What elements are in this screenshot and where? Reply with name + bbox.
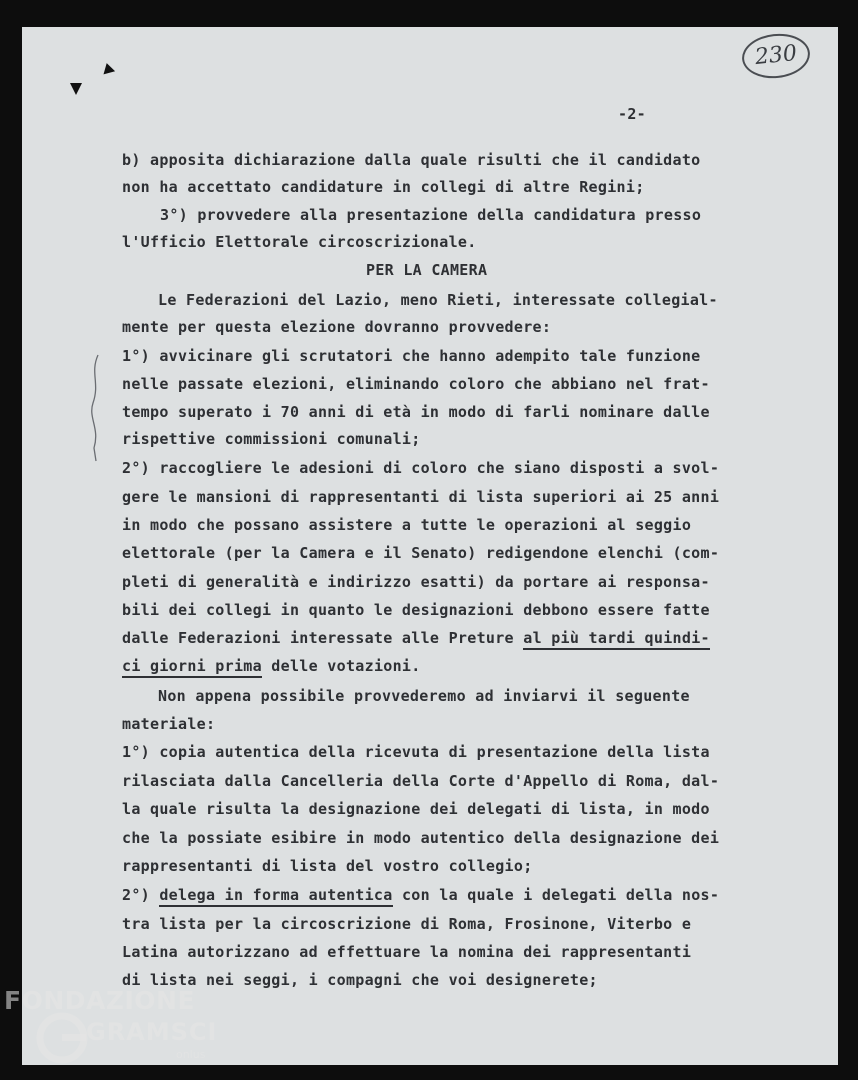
- text-line: 1°) avvicinare gli scrutatori che hanno adempito tale funzione: [122, 347, 701, 365]
- text-line: [122, 886, 719, 904]
- fondazione-gramsci-watermark: [4, 984, 224, 1074]
- text-line: la quale risulta la designazione dei delegati di lista, in modo: [122, 800, 710, 818]
- text-line: 2°) raccogliere le adesioni di coloro che siano disposti a svol-: [122, 459, 720, 477]
- text-line: mente per questa elezione dovranno provvedere:: [122, 318, 552, 336]
- text-line: [122, 629, 710, 647]
- text-line: di lista nei seggi, i compagni che voi designerete;: [122, 971, 598, 989]
- text-line: Non appena possibile provvederemo ad inviarvi il seguente: [158, 687, 690, 705]
- document-page: [22, 27, 838, 1065]
- text-line: tempo superato i 70 anni di età in modo di farli nominare dalle: [122, 403, 710, 421]
- text-line: nelle passate elezioni, eliminando coloro che abbiano nel frat-: [122, 375, 710, 393]
- watermark-title: FONDAZIONE: [4, 986, 196, 1015]
- text-line: in modo che possano assistere a tutte le operazioni al seggio: [122, 516, 692, 534]
- text-line: rispettive commissioni comunali;: [122, 430, 421, 448]
- text-line: l'Ufficio Elettorale circoscrizionale.: [122, 233, 477, 251]
- text-line: non ha accettato candidature in collegi di altre Regini;: [122, 178, 645, 196]
- text-line: Latina autorizzano ad effettuare la nomina dei rappresentanti: [122, 943, 692, 961]
- text-line: bili dei collegi in quanto le designazioni debbono essere fatte: [122, 601, 710, 619]
- watermark-subtitle: GRAMSCI: [86, 1018, 218, 1046]
- text-segment: 2°): [122, 886, 160, 904]
- text-line: rappresentanti di lista del vostro collegio;: [122, 857, 533, 875]
- text-segment: delle votazioni.: [261, 657, 421, 675]
- text-line: gere le mansioni di rappresentanti di lista superiori ai 25 anni: [122, 488, 720, 506]
- section-heading: PER LA CAMERA: [366, 261, 488, 279]
- text-line: materiale:: [122, 715, 216, 733]
- text-segment: con la quale i delegati della nos-: [392, 886, 720, 904]
- page-marker: -2-: [618, 105, 646, 123]
- watermark-suffix: onlus: [176, 1048, 206, 1061]
- text-line: tra lista per la circoscrizione di Roma, Frosinone, Viterbo e: [122, 915, 692, 933]
- text-line: rilasciata dalla Cancelleria della Corte d'Appello di Roma, dal-: [122, 772, 720, 790]
- text-line: Le Federazioni del Lazio, meno Rieti, interessate collegial-: [158, 291, 718, 309]
- text-line: [122, 657, 421, 675]
- text-segment: dalle Federazioni interessate alle Preture: [122, 629, 524, 647]
- text-line: pleti di generalità e indirizzo esatti) da portare ai responsa-: [122, 573, 710, 591]
- gramsci-logo-icon: [34, 1010, 90, 1066]
- typed-text: [22, 27, 838, 989]
- text-line: che la possiate esibire in modo autentico della designazione dei: [122, 829, 720, 847]
- text-line: 1°) copia autentica della ricevuta di presentazione della lista: [122, 743, 710, 761]
- handwritten-page-number: 230: [740, 31, 812, 82]
- underlined-text: ci giorni prima: [122, 657, 262, 678]
- text-line: elettorale (per la Camera e il Senato) redigendone elenchi (com-: [122, 544, 720, 562]
- text-line: b) apposita dichiarazione dalla quale risulti che il candidato: [122, 151, 701, 169]
- underlined-text: delega in forma autentica: [159, 886, 392, 907]
- underlined-text: al più tardi quindi-: [523, 629, 710, 650]
- text-line: 3°) provvedere alla presentazione della candidatura presso: [160, 206, 702, 224]
